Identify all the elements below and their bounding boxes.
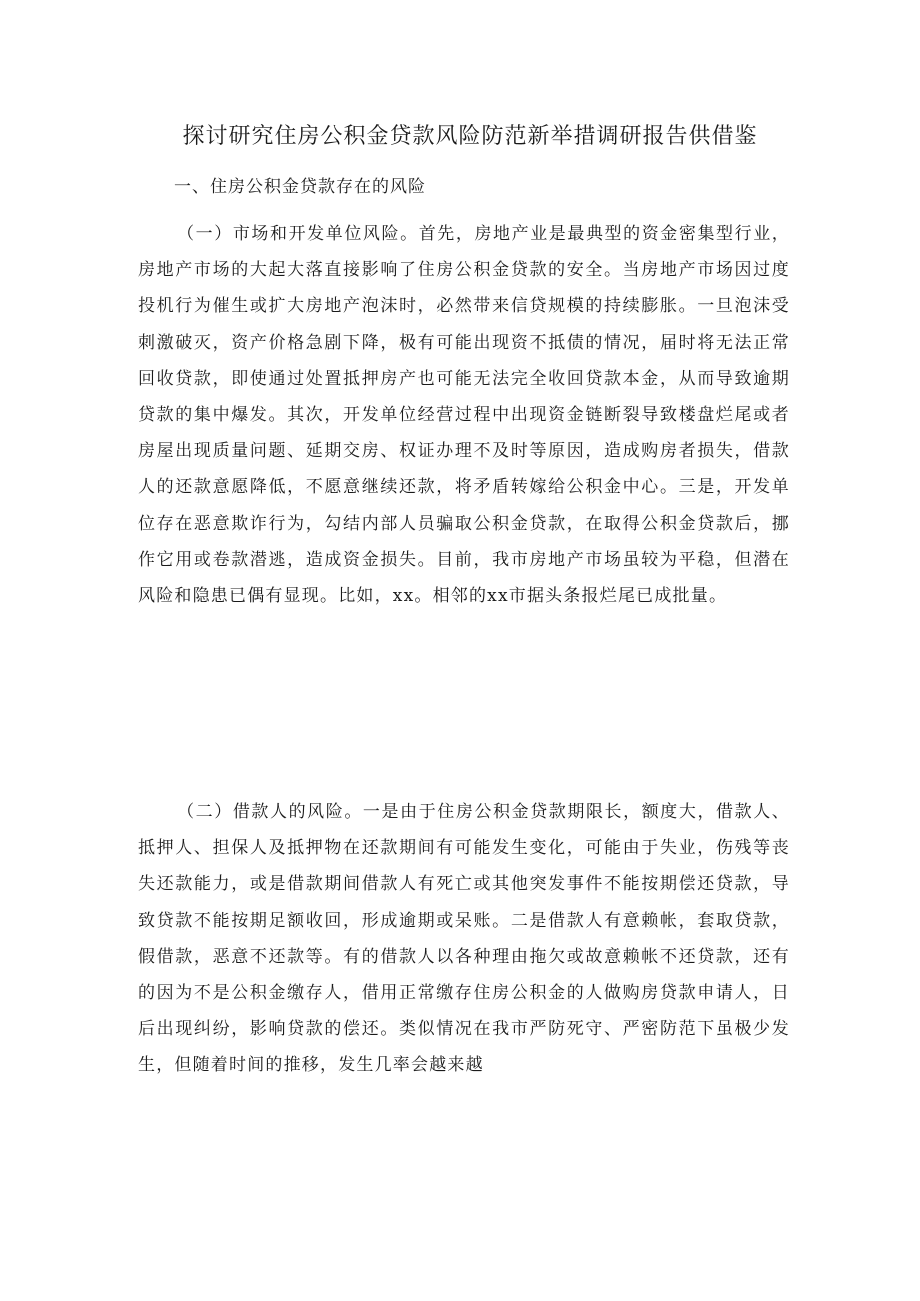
paragraph-borrower-risk: （二）借款人的风险。一是由于住房公积金贷款期限长，额度大，借款人、抵押人、担保人及抵押物在还款期间有可能发生变化，可能由于失业，伤残等丧失还款能力，或是借款期间借款人有死亡或其他突发事件不能按期偿还贷款，导致贷款不能按期足额收回，形成逾期或呆账。二是借款人有意赖帐，套取贷款，假借款，恶意不还款等。有的借款人以各种理由拖欠或故意赖帐不还贷款，还有的因为不是公积金缴存人，借用正常缴存住房公积金的人做购房贷款申请人，日后出现纠纷，影响贷款的偿还。类似情况在我市严防死守、严密防范下虽极少发生，但随着时间的推移，发生几率会越来越 [138, 802, 790, 1076]
document-title: 探讨研究住房公积金贷款风险防范新举措调研报告供借鉴 [182, 124, 758, 149]
section-heading: 一、住房公积金贷款存在的风险 [174, 177, 426, 197]
paragraph-market-risk: （一）市场和开发单位风险。首先，房地产业是最典型的资金密集型行业，房地产市场的大起大落直接影响了住房公积金贷款的安全。当房地产市场因过度投机行为催生或扩大房地产泡沫时，必然带来信贷规模的持续膨胀。一旦泡沫受刺激破灭，资产价格急剧下降，极有可能出现资不抵债的情况，届时将无法正常回收贷款，即使通过处置抵押房产也可能无法完全收回贷款本金，从而导致逾期贷款的集中爆发。其次，开发单位经营过程中出现资金链断裂导致楼盘烂尾或者房屋出现质量问题、延期交房、权证办理不及时等原因，造成购房者损失，借款人的还款意愿降低，不愿意继续还款，将矛盾转嫁给公积金中心。三是，开发单位存在恶意欺诈行为，勾结内部人员骗取公积金贷款，在取得公积金贷款后，挪作它用或卷款潜逃，造成资金损失。目前，我市房地产市场虽较为平稳，但潜在风险和隐患已偶有显现。比如，xx。相邻的xx市据头条报烂尾已成批量。 [138, 224, 790, 607]
